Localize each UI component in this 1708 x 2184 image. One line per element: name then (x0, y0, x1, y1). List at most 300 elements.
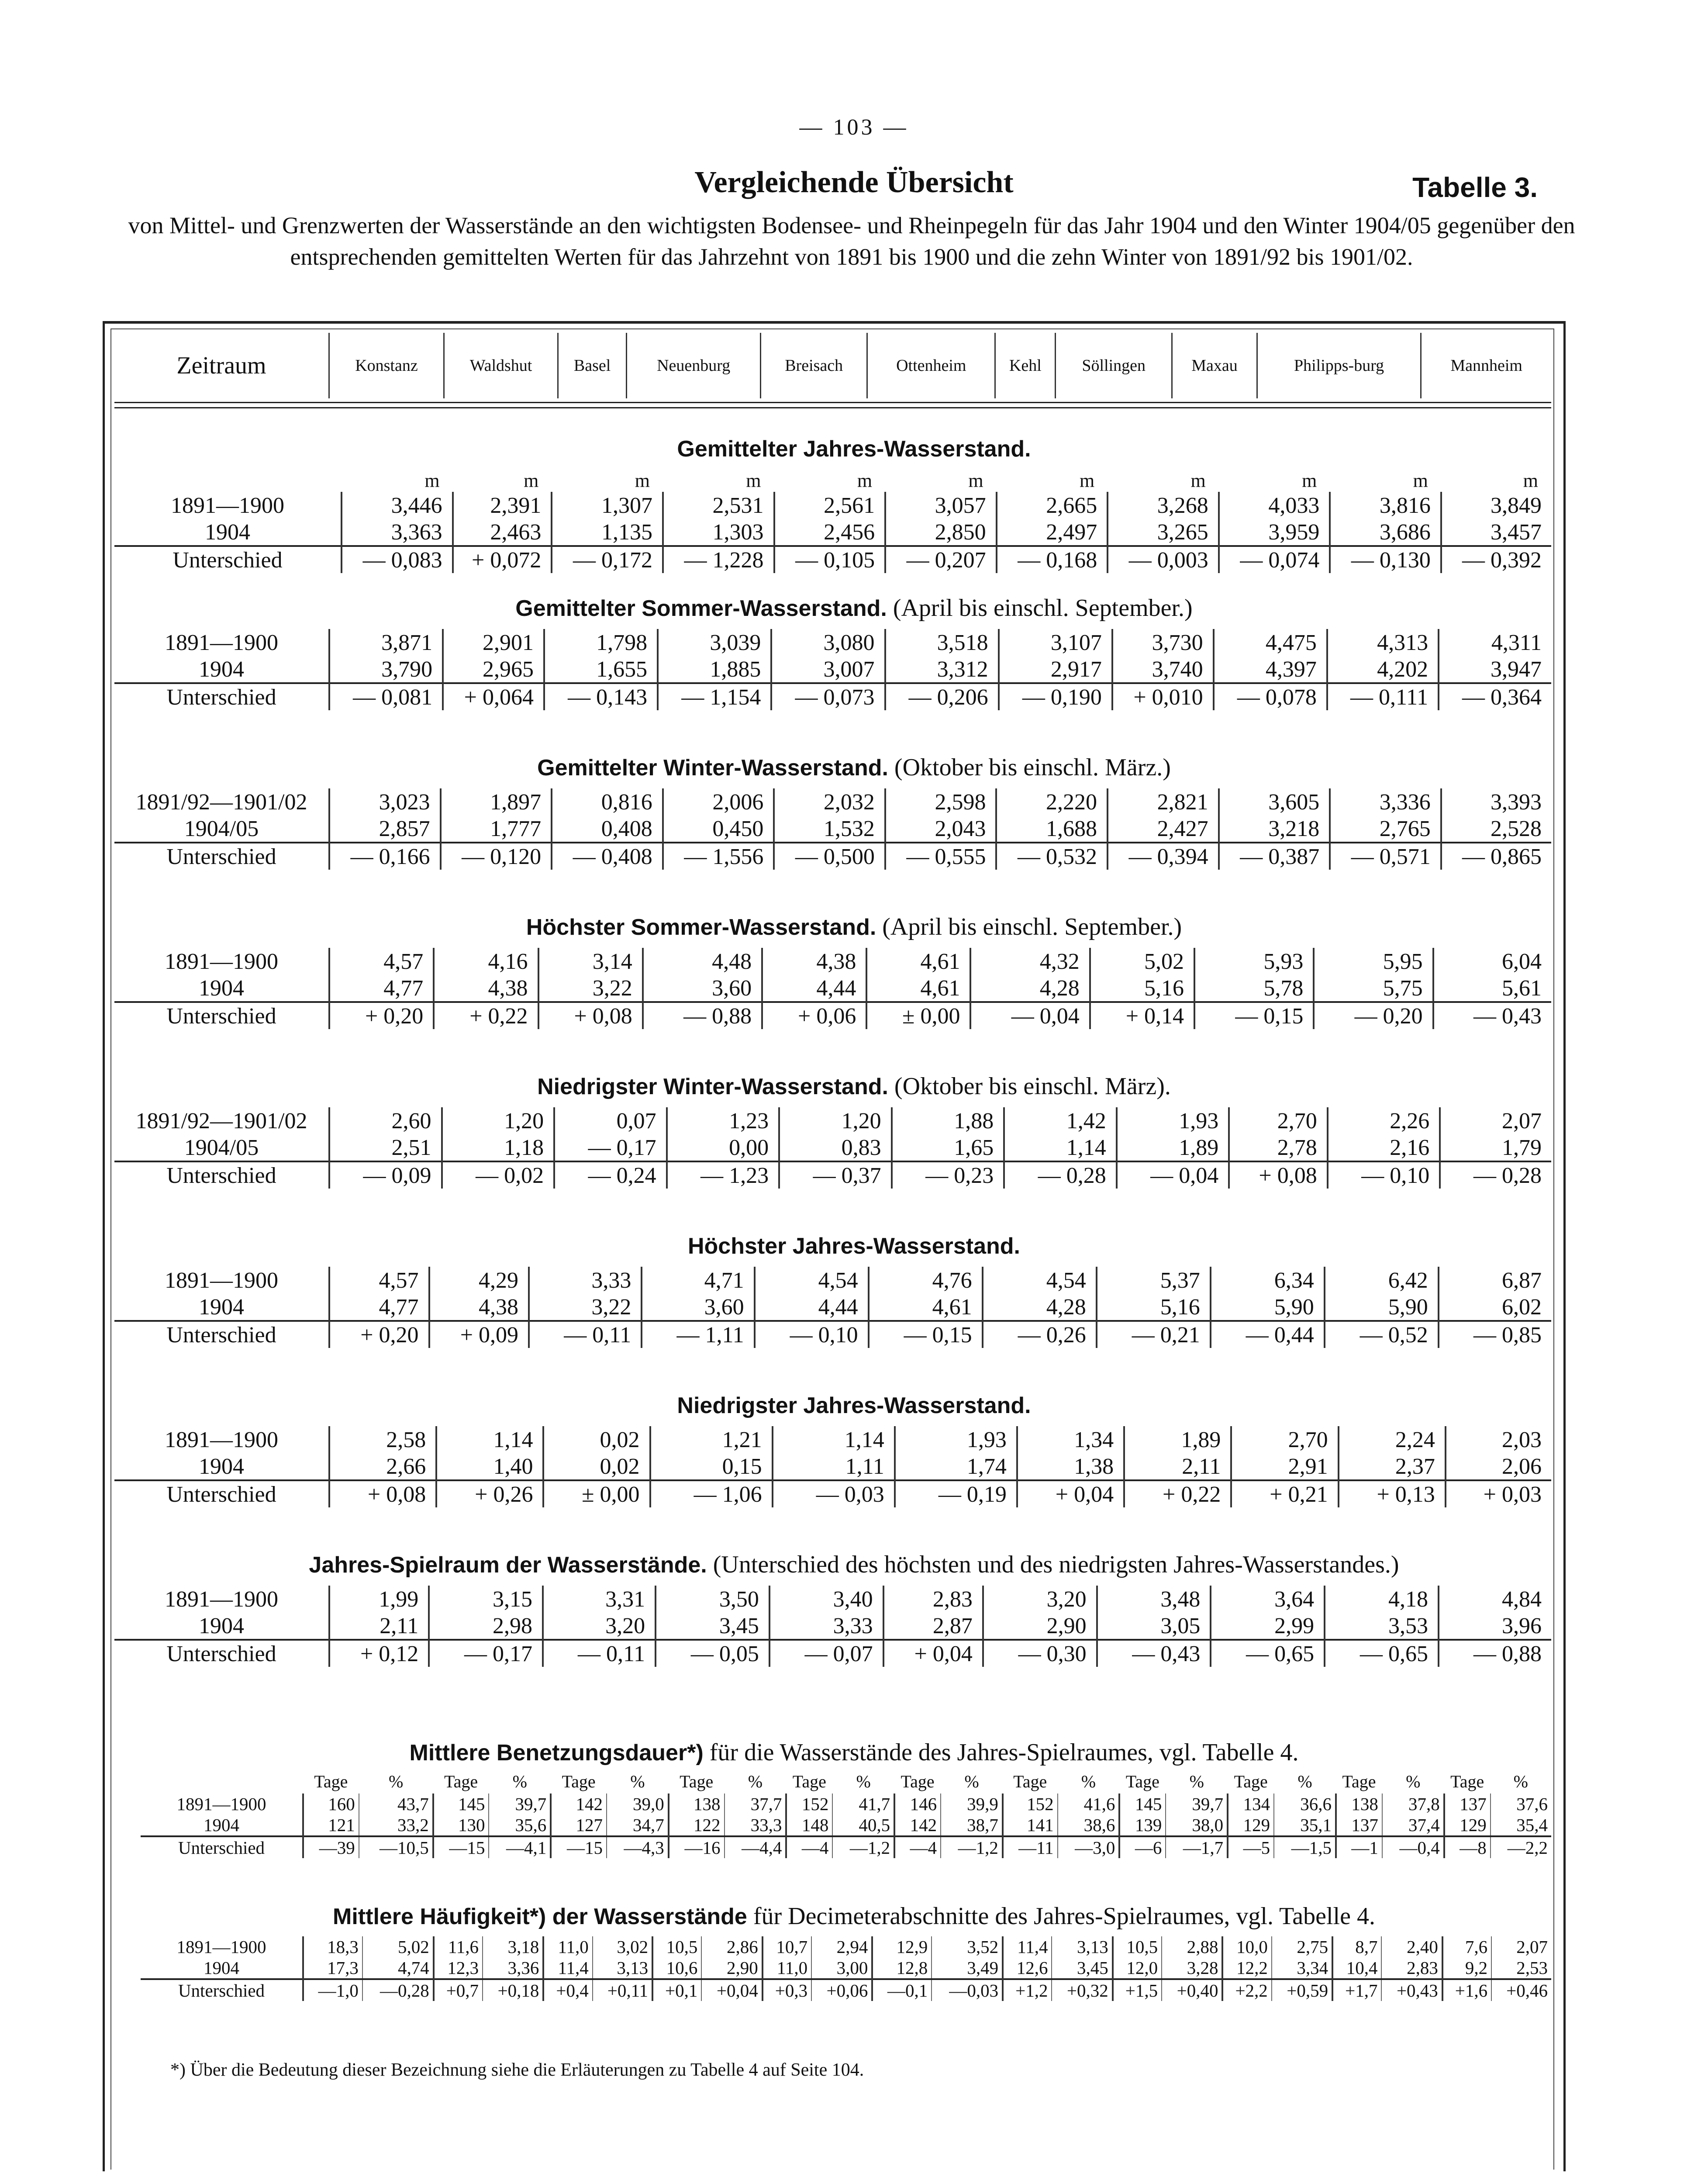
value-cell: — 0,11 (543, 1640, 656, 1667)
value-cell: 4,18 (1325, 1586, 1439, 1613)
value-cell: 38,7 (941, 1814, 1003, 1836)
value-cell: — 0,15 (1194, 1002, 1314, 1029)
section-title-bold: Gemittelter Jahres-Wasserstand. (677, 436, 1031, 462)
value-cell: 4,61 (866, 948, 970, 975)
table-row (114, 1294, 1551, 1321)
row-label: 1891—1900 (165, 1268, 278, 1293)
value-cell: — 0,130 (1330, 546, 1441, 573)
value-cell: 142 (894, 1814, 941, 1836)
value-cell: 4,71 (642, 1267, 754, 1294)
value-cell: 33,2 (359, 1814, 433, 1836)
header-station: Mannheim (1421, 333, 1551, 398)
value-cell: 3,02 (593, 1936, 652, 1957)
value-cell: — 0,172 (552, 546, 663, 573)
value-cell: 10,0 (1222, 1936, 1271, 1957)
table-row (141, 1794, 1551, 1814)
table-row (114, 1134, 1551, 1161)
value-cell: 36,6 (1274, 1794, 1336, 1814)
value-cell: 1,655 (544, 656, 658, 683)
value-cell: 4,76 (869, 1267, 983, 1294)
value-cell: 130 (433, 1814, 489, 1836)
value-cell: +0,32 (1052, 1979, 1112, 2001)
table-row (141, 1957, 1551, 1979)
value-cell: 3,28 (1162, 1957, 1222, 1979)
table-row (141, 1814, 1551, 1836)
value-cell: 4,77 (329, 1294, 429, 1321)
row-label: Unterschied (114, 546, 342, 573)
unit-cell: % (1189, 1771, 1204, 1791)
value-cell: —15 (551, 1836, 607, 1858)
value-cell: —4 (894, 1836, 941, 1858)
value-cell: —11 (1003, 1836, 1058, 1858)
value-cell: 2,821 (1108, 788, 1219, 816)
value-cell: 3,393 (1441, 788, 1551, 816)
value-cell: +1,7 (1332, 1979, 1381, 2001)
value-cell: 4,38 (434, 975, 538, 1002)
value-cell: 3,96 (1439, 1613, 1551, 1640)
row-label: 1891/92—1901/02 (135, 1108, 307, 1133)
value-cell: 33,3 (725, 1814, 787, 1836)
value-cell: 148 (786, 1814, 832, 1836)
value-cell: 5,16 (1097, 1294, 1211, 1321)
value-cell: 3,268 (1108, 492, 1219, 519)
table-row (114, 1613, 1551, 1640)
value-cell: 3,31 (543, 1586, 656, 1613)
value-cell: — 0,28 (1004, 1161, 1117, 1189)
value-cell: — 1,06 (650, 1480, 773, 1507)
value-cell: 5,61 (1433, 975, 1551, 1002)
value-cell: —4,4 (725, 1836, 787, 1858)
value-cell: — 0,88 (643, 1002, 762, 1029)
unit-cell: Tage (1450, 1771, 1484, 1791)
value-cell: 3,34 (1272, 1957, 1332, 1979)
value-cell: — 0,392 (1441, 546, 1551, 573)
value-cell: 4,033 (1219, 492, 1330, 519)
unit-cell: m (424, 470, 440, 491)
value-cell: 145 (433, 1794, 489, 1814)
value-cell: +0,40 (1162, 1979, 1222, 2001)
value-cell: — 0,23 (892, 1161, 1004, 1189)
unit-cell: % (748, 1771, 763, 1791)
value-cell: 2,561 (774, 492, 886, 519)
value-cell: 4,57 (329, 948, 434, 975)
value-cell: 12,2 (1222, 1957, 1271, 1979)
unit-cell: % (964, 1771, 979, 1791)
value-cell: 1,11 (773, 1453, 895, 1480)
value-cell: 5,90 (1211, 1294, 1325, 1321)
value-cell: 2,07 (1491, 1936, 1551, 1957)
value-cell: — 0,43 (1433, 1002, 1551, 1029)
value-cell: +2,2 (1222, 1979, 1271, 2001)
section-table (114, 470, 1551, 573)
row-label: 1904 (199, 975, 244, 1001)
value-cell: 10,4 (1332, 1957, 1381, 1979)
value-cell: —1,7 (1166, 1836, 1228, 1858)
value-cell: 4,54 (755, 1267, 869, 1294)
value-cell: 0,02 (543, 1453, 650, 1480)
value-cell: — 0,37 (779, 1161, 892, 1189)
value-cell: 3,22 (538, 975, 643, 1002)
value-cell: 0,02 (543, 1426, 650, 1453)
row-label: 1904 (199, 1454, 244, 1479)
difference-row (114, 1321, 1551, 1348)
table-row (114, 1453, 1551, 1480)
value-cell: 152 (786, 1794, 832, 1814)
unit-cell: % (512, 1771, 527, 1791)
value-cell: 3,49 (932, 1957, 1003, 1979)
row-label: Unterschied (141, 1979, 303, 2001)
value-cell: 4,311 (1439, 629, 1551, 656)
value-cell: 11,0 (763, 1957, 811, 1979)
value-cell: 0,15 (650, 1453, 773, 1480)
row-label: Unterschied (114, 1480, 329, 1507)
value-cell: —0,4 (1382, 1836, 1444, 1858)
value-cell: —4,3 (607, 1836, 669, 1858)
value-cell: — 0,364 (1439, 683, 1551, 710)
value-cell: 2,60 (329, 1107, 442, 1134)
value-cell: 7,6 (1442, 1936, 1491, 1957)
value-cell: — 0,387 (1219, 843, 1330, 870)
value-cell: + 0,08 (538, 1002, 643, 1029)
value-cell: — 0,190 (999, 683, 1112, 710)
value-cell: 2,26 (1328, 1107, 1440, 1134)
value-cell: 4,77 (329, 975, 434, 1002)
value-cell: 152 (1003, 1794, 1058, 1814)
value-cell: 3,023 (329, 788, 441, 816)
value-cell: 18,3 (303, 1936, 362, 1957)
value-cell: 2,99 (1211, 1613, 1325, 1640)
value-cell: 43,7 (359, 1794, 433, 1814)
value-cell: +0,06 (811, 1979, 872, 2001)
table-row (114, 1586, 1551, 1613)
units-row (114, 470, 1551, 492)
value-cell: 2,765 (1330, 816, 1441, 843)
value-cell: 9,2 (1442, 1957, 1491, 1979)
value-cell: 3,60 (642, 1294, 754, 1321)
value-cell: — 0,02 (442, 1161, 555, 1189)
value-cell: 4,28 (983, 1294, 1097, 1321)
value-cell: + 0,08 (1229, 1161, 1327, 1189)
value-cell: 1,688 (996, 816, 1108, 843)
value-cell: 3,20 (983, 1586, 1097, 1613)
value-cell: 38,0 (1166, 1814, 1228, 1836)
value-cell: 37,7 (725, 1794, 787, 1814)
table-row (114, 1107, 1551, 1134)
difference-row (141, 1836, 1551, 1858)
table-row (114, 816, 1551, 843)
value-cell: 1,14 (1004, 1134, 1117, 1161)
value-cell: 3,107 (999, 629, 1112, 656)
value-cell: 2,98 (429, 1613, 543, 1640)
section-title (0, 913, 1708, 941)
section-title (0, 435, 1708, 463)
value-cell: 2,965 (443, 656, 544, 683)
value-cell: — 0,207 (885, 546, 997, 573)
value-cell: 138 (669, 1794, 725, 1814)
value-cell: 3,33 (769, 1613, 883, 1640)
header-station: Neuenburg (627, 333, 761, 398)
value-cell: 134 (1228, 1794, 1274, 1814)
value-cell: — 0,083 (342, 546, 453, 573)
value-cell: — 0,143 (544, 683, 658, 710)
value-cell: 37,6 (1491, 1794, 1551, 1814)
value-cell: — 0,571 (1330, 843, 1441, 870)
table-row (114, 1426, 1551, 1453)
row-label: 1904 (204, 1815, 239, 1835)
row-label: 1904 (199, 657, 244, 682)
value-cell: 3,13 (593, 1957, 652, 1979)
value-cell: 10,7 (763, 1936, 811, 1957)
value-cell: 5,95 (1314, 948, 1433, 975)
benetzung-title (0, 1738, 1708, 1766)
value-cell: 17,3 (303, 1957, 362, 1979)
value-cell: 2,006 (663, 788, 774, 816)
row-label: Unterschied (114, 843, 329, 870)
value-cell: 3,816 (1330, 492, 1441, 519)
value-cell: 2,88 (1162, 1936, 1222, 1957)
haeufigkeit-title-note: für Decimeterabschnitte des Jahres-Spielraumes, vgl. Tabelle 4. (747, 1903, 1375, 1930)
value-cell: +0,4 (543, 1979, 592, 2001)
unit-cell: Tage (1013, 1771, 1047, 1791)
value-cell: 3,53 (1325, 1613, 1439, 1640)
value-cell: 38,6 (1058, 1814, 1120, 1836)
value-cell: 5,02 (362, 1936, 434, 1957)
value-cell: — 0,003 (1108, 546, 1219, 573)
header-station: Ottenheim (867, 333, 995, 398)
value-cell: —4,1 (489, 1836, 551, 1858)
value-cell: + 0,14 (1090, 1002, 1194, 1029)
value-cell: 1,14 (773, 1426, 895, 1453)
value-cell: 3,18 (483, 1936, 543, 1957)
section-title (0, 594, 1708, 622)
section-table (114, 1586, 1551, 1667)
value-cell: 3,080 (771, 629, 885, 656)
value-cell: 137 (1336, 1814, 1382, 1836)
value-cell: 3,05 (1097, 1613, 1211, 1640)
unit-cell: Tage (562, 1771, 596, 1791)
difference-row (114, 1002, 1551, 1029)
value-cell: — 0,120 (441, 843, 552, 870)
value-cell: 1,777 (441, 816, 552, 843)
section-table (114, 1426, 1551, 1507)
value-cell: — 1,11 (642, 1321, 754, 1348)
value-cell: —4 (786, 1836, 832, 1858)
value-cell: 1,303 (663, 519, 774, 546)
value-cell: 8,7 (1332, 1936, 1381, 1957)
value-cell: — 0,07 (769, 1640, 883, 1667)
value-cell: 3,60 (643, 975, 762, 1002)
page-number: — 103 — (799, 115, 909, 140)
value-cell: 3,265 (1108, 519, 1219, 546)
value-cell: 5,37 (1097, 1267, 1211, 1294)
value-cell: 0,07 (554, 1107, 667, 1134)
value-cell: 1,89 (1117, 1134, 1229, 1161)
row-label: Unterschied (114, 1161, 329, 1189)
value-cell: 41,6 (1058, 1794, 1120, 1814)
value-cell: — 0,408 (552, 843, 663, 870)
value-cell: 1,798 (544, 629, 658, 656)
value-cell: —1,2 (941, 1836, 1003, 1858)
value-cell: 1,307 (552, 492, 663, 519)
value-cell: 10,5 (652, 1936, 701, 1957)
value-cell: — 0,17 (554, 1134, 667, 1161)
value-cell: 3,605 (1219, 788, 1330, 816)
value-cell: 1,93 (1117, 1107, 1229, 1134)
value-cell: 1,20 (779, 1107, 892, 1134)
haeufigkeit-title-bold: Mittlere Häufigkeit*) der Wasserstände (333, 1904, 747, 1929)
value-cell: 2,51 (329, 1134, 442, 1161)
section-title-bold: Jahres-Spielraum der Wasserstände. (309, 1552, 707, 1578)
value-cell: 2,220 (996, 788, 1108, 816)
value-cell: —15 (433, 1836, 489, 1858)
section-title-bold: Niedrigster Winter-Wasserstand. (537, 1074, 888, 1099)
row-label: 1904/05 (184, 816, 259, 841)
value-cell: 137 (1444, 1794, 1491, 1814)
value-cell: 10,6 (652, 1957, 701, 1979)
value-cell: —1 (1336, 1836, 1382, 1858)
haeufigkeit-title (0, 1902, 1708, 1930)
value-cell: 2,70 (1229, 1107, 1327, 1134)
table-row (141, 1936, 1551, 1957)
value-cell: —0,1 (872, 1979, 932, 2001)
value-cell: ± 0,00 (866, 1002, 970, 1029)
value-cell: 2,91 (1231, 1453, 1338, 1480)
value-cell: 2,40 (1381, 1936, 1442, 1957)
value-cell: — 0,206 (885, 683, 999, 710)
value-cell: 12,0 (1113, 1957, 1162, 1979)
value-cell: 4,54 (983, 1267, 1097, 1294)
value-cell: 0,450 (663, 816, 774, 843)
value-cell: 39,7 (1166, 1794, 1228, 1814)
unit-cell: m (857, 470, 873, 491)
row-label: Unterschied (114, 1002, 329, 1029)
value-cell: +0,3 (763, 1979, 811, 2001)
benetzung-table (141, 1769, 1551, 1858)
value-cell: 3,312 (885, 656, 999, 683)
value-cell: 3,22 (529, 1294, 642, 1321)
value-cell: —16 (669, 1836, 725, 1858)
value-cell: 35,6 (489, 1814, 551, 1836)
value-cell: 12,3 (434, 1957, 483, 1979)
value-cell: 3,33 (529, 1267, 642, 1294)
value-cell: 5,78 (1194, 975, 1314, 1002)
value-cell: — 0,078 (1214, 683, 1327, 710)
haeufigkeit-table (141, 1936, 1551, 2001)
unit-cell: % (1081, 1771, 1096, 1791)
value-cell: 1,40 (436, 1453, 543, 1480)
section-title-bold: Gemittelter Sommer-Wasserstand. (515, 596, 887, 621)
unit-cell: % (856, 1771, 871, 1791)
table-row (114, 948, 1551, 975)
value-cell: 2,78 (1229, 1134, 1327, 1161)
value-cell: 5,75 (1314, 975, 1433, 1002)
header-station: Kehl (995, 333, 1056, 398)
difference-row (114, 843, 1551, 870)
value-cell: 2,58 (329, 1426, 436, 1453)
value-cell: — 0,073 (771, 683, 885, 710)
row-label: 1904 (199, 1613, 244, 1638)
value-cell: 2,16 (1328, 1134, 1440, 1161)
value-cell: + 0,04 (883, 1640, 983, 1667)
value-cell: 3,057 (885, 492, 997, 519)
row-label: 1904/05 (184, 1135, 259, 1160)
value-cell: 3,48 (1097, 1586, 1211, 1613)
difference-row (114, 1640, 1551, 1667)
row-label: 1904 (199, 1294, 244, 1320)
value-cell: — 0,28 (1440, 1161, 1551, 1189)
section-title-bold: Höchster Sommer-Wasserstand. (526, 915, 876, 940)
value-cell: 2,598 (885, 788, 997, 816)
unit-cell: m (1302, 470, 1317, 491)
value-cell: —0,28 (362, 1979, 434, 2001)
header-rule (114, 402, 1551, 403)
unit-cell: Tage (1342, 1771, 1376, 1791)
value-cell: 40,5 (832, 1814, 894, 1836)
row-label: 1891—1900 (165, 1427, 278, 1452)
value-cell: 2,901 (443, 629, 544, 656)
value-cell: 12,9 (872, 1936, 932, 1957)
value-cell: 37,8 (1382, 1794, 1444, 1814)
value-cell: 3,40 (769, 1586, 883, 1613)
table-row (114, 975, 1551, 1002)
unit-cell: m (968, 470, 983, 491)
units-label (114, 470, 342, 492)
value-cell: 3,64 (1211, 1586, 1325, 1613)
value-cell: 1,885 (658, 656, 771, 683)
value-cell: 2,497 (997, 519, 1108, 546)
value-cell: — 0,04 (1117, 1161, 1229, 1189)
value-cell: 35,4 (1491, 1814, 1551, 1836)
value-cell: 4,397 (1214, 656, 1327, 683)
value-cell: 39,0 (607, 1794, 669, 1814)
value-cell: — 0,074 (1219, 546, 1330, 573)
value-cell: + 0,13 (1339, 1480, 1446, 1507)
unit-cell: m (1190, 470, 1206, 491)
row-label: 1904 (205, 519, 250, 545)
value-cell: — 0,85 (1439, 1321, 1551, 1348)
value-cell: 3,363 (342, 519, 453, 546)
value-cell: 4,74 (362, 1957, 434, 1979)
value-cell: ± 0,00 (543, 1480, 650, 1507)
value-cell: 3,52 (932, 1936, 1003, 1957)
value-cell: — 0,105 (774, 546, 886, 573)
units-label (141, 1769, 303, 1794)
value-cell: 2,531 (663, 492, 774, 519)
difference-row (141, 1979, 1551, 2001)
value-cell: + 0,12 (329, 1640, 429, 1667)
page-title: Vergleichende Übersicht (694, 166, 1014, 199)
value-cell: — 0,20 (1314, 1002, 1433, 1029)
value-cell: 4,313 (1327, 629, 1439, 656)
value-cell: + 0,22 (434, 1002, 538, 1029)
header-station: Breisach (761, 333, 867, 398)
value-cell: 2,87 (883, 1613, 983, 1640)
value-cell: 4,44 (755, 1294, 869, 1321)
value-cell: 2,06 (1446, 1453, 1551, 1480)
value-cell: + 0,20 (329, 1002, 434, 1029)
value-cell: —0,03 (932, 1979, 1003, 2001)
section-title-note: (April bis einschl. September.) (887, 594, 1193, 622)
value-cell: + 0,08 (329, 1480, 436, 1507)
value-cell: 3,871 (329, 629, 443, 656)
value-cell: 4,44 (762, 975, 866, 1002)
row-label: 1891—1900 (176, 1937, 266, 1957)
section-title (0, 1551, 1708, 1579)
value-cell: +0,7 (434, 1979, 483, 2001)
section-table (114, 1107, 1551, 1189)
value-cell: —8 (1444, 1836, 1491, 1858)
value-cell: 4,29 (429, 1267, 529, 1294)
